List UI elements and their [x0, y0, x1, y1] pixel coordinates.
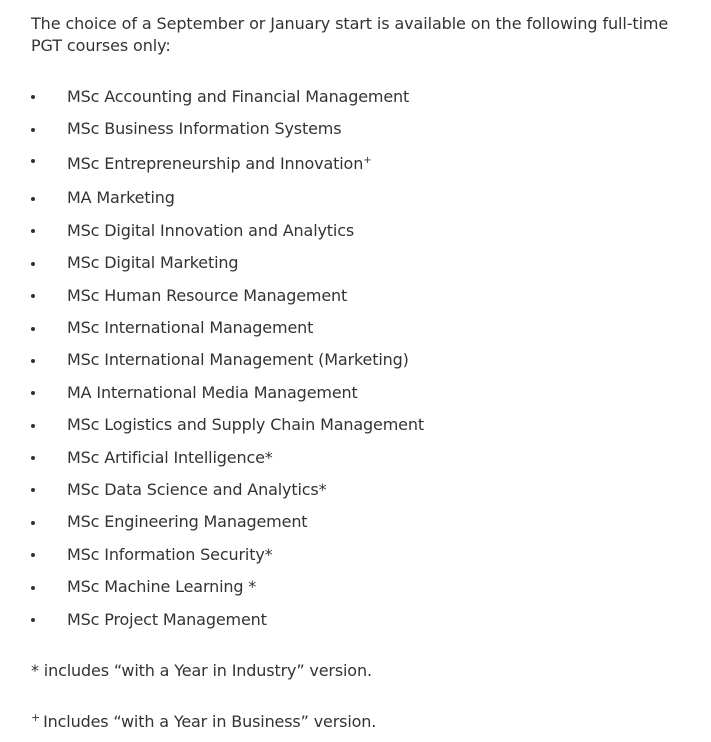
list-item [31, 344, 691, 376]
list-item [31, 376, 691, 408]
course-name: MSc Digital Innovation and Analytics [67, 220, 355, 240]
course-name: MSc Project Management [67, 609, 267, 629]
course-name: MSc Digital Marketing [67, 253, 239, 273]
list-item [31, 247, 691, 279]
course-name: MSc Engineering Management [67, 512, 308, 532]
bullet-icon [31, 618, 35, 622]
list-item [31, 506, 691, 538]
bullet-icon [31, 229, 35, 233]
course-name: MSc Human Resource Management [67, 285, 348, 305]
bullet-icon [31, 294, 35, 298]
list-item [31, 214, 691, 246]
bullet-icon [31, 128, 35, 132]
list-item [31, 311, 691, 343]
course-name: MSc Artificial Intelligence* [67, 447, 273, 467]
bullet-icon [31, 586, 35, 590]
list-item [31, 538, 691, 570]
intro-paragraph: The choice of a September or January start is available on the following full-time PGT courses only: [31, 14, 669, 55]
course-name: MSc Information Security* [67, 544, 273, 564]
list-item [31, 441, 691, 473]
course-name: MSc International Management [67, 318, 314, 338]
footnote-asterisk: * includes “with a Year in Industry” version. [31, 661, 372, 681]
bullet-icon [31, 159, 35, 163]
bullet-icon [31, 359, 35, 363]
bullet-icon [31, 197, 35, 201]
bullet-icon [31, 553, 35, 557]
list-item [31, 279, 691, 311]
list-item [31, 570, 691, 602]
list-item [31, 112, 691, 144]
course-name: MSc International Management (Marketing) [67, 350, 409, 370]
list-item [31, 145, 691, 182]
course-name: MSc Machine Learning * [67, 577, 257, 597]
course-name: MSc Data Science and Analytics* [67, 479, 327, 499]
course-name: MA International Media Management [67, 382, 358, 402]
bullet-icon [31, 521, 35, 525]
course-name: MSc Entrepreneurship and Innovation+ [67, 153, 372, 173]
list-item [31, 409, 691, 441]
bullet-icon [31, 424, 35, 428]
bullet-icon [31, 456, 35, 460]
bullet-icon [31, 327, 35, 331]
course-name: MSc Accounting and Financial Management [67, 86, 410, 106]
bullet-icon [31, 262, 35, 266]
list-item [31, 473, 691, 505]
list-item [31, 182, 691, 214]
bullet-icon [31, 95, 35, 99]
course-list [31, 80, 691, 635]
bullet-icon [31, 391, 35, 395]
course-name: MSc Business Information Systems [67, 119, 342, 139]
course-name: MA Marketing [67, 188, 175, 208]
footnote-plus [31, 707, 691, 733]
footnote-plus-text: Includes “with a Year in Business” version. [43, 712, 377, 732]
bullet-icon [31, 488, 35, 492]
course-info-section [31, 13, 691, 733]
list-item [31, 603, 691, 635]
plus-symbol: + [31, 711, 41, 725]
course-name: MSc Logistics and Supply Chain Management [67, 415, 424, 435]
list-item [31, 80, 691, 112]
